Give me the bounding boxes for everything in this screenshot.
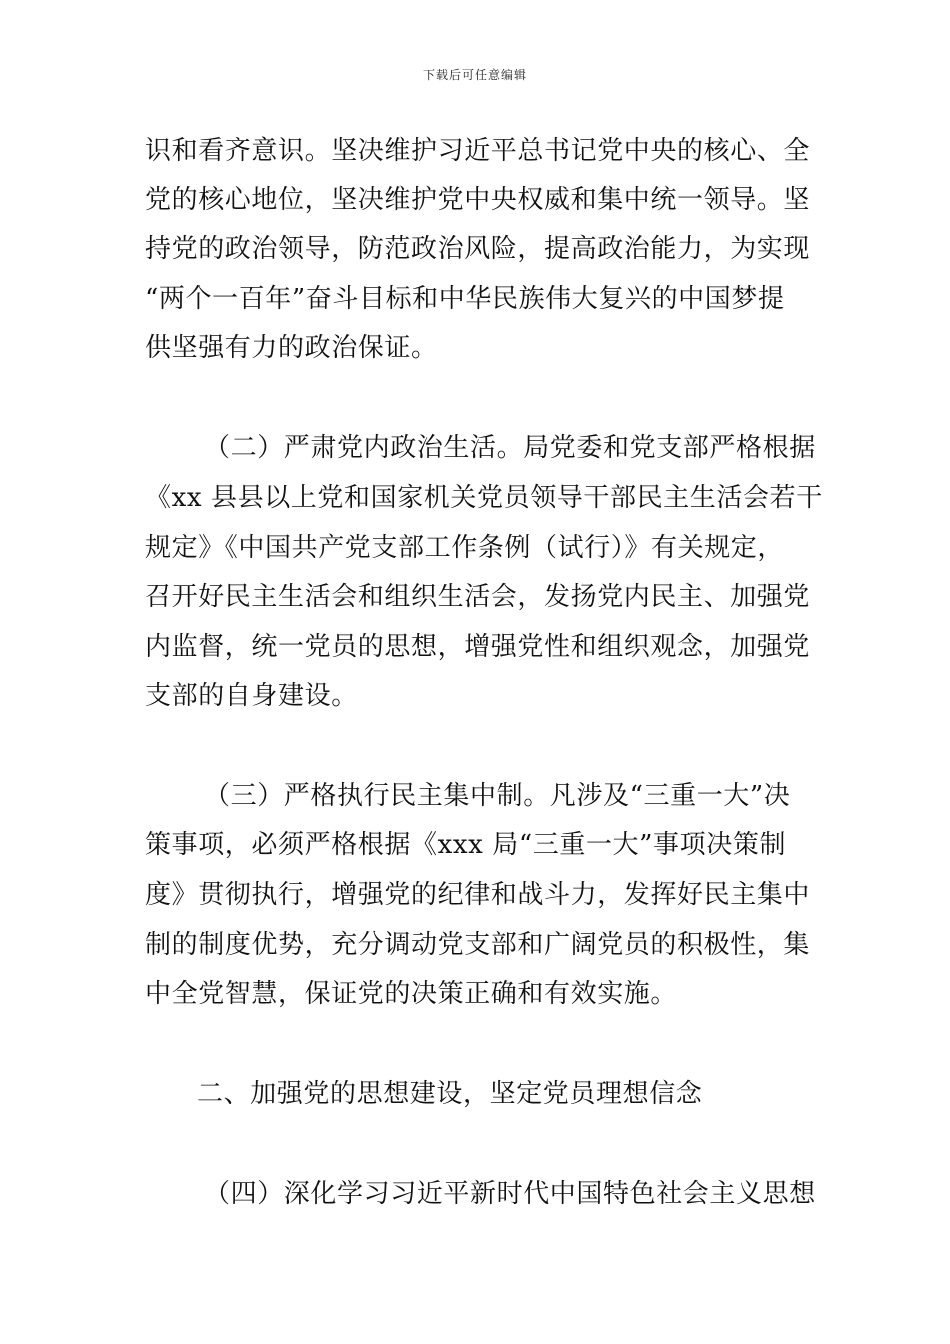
text-line: 《xx 县县以上党和国家机关党员领导干部民主生活会若干 <box>145 483 823 513</box>
text-line: 内监督，统一党员的思想，增强党性和组织观念，加强党 <box>145 632 811 662</box>
text-line: 党的核心地位，坚决维护党中央权威和集中统一领导。坚 <box>145 185 811 215</box>
text-line: 供坚强有力的政治保证。 <box>145 333 438 363</box>
paragraph-first-line: （三）严格执行民主集中制。凡涉及“三重一大”决 <box>204 781 791 811</box>
paragraph-first-line: （四）深化学习习近平新时代中国特色社会主义思想 <box>204 1179 816 1209</box>
text-line: 中全党智慧，保证党的决策正确和有效实施。 <box>145 979 678 1009</box>
text-line: 策事项，必须严格根据《xxx 局“三重一大”事项决策制 <box>145 830 787 860</box>
text-line: 度》贯彻执行，增强党的纪律和战斗力，发挥好民主集中 <box>145 880 811 910</box>
section-heading: 二、加强党的思想建设，坚定党员理想信念 <box>197 1079 703 1109</box>
paragraph-first-line: （二）严肃党内政治生活。局党委和党支部严格根据 <box>204 433 816 463</box>
text-line: 召开好民主生活会和组织生活会，发扬党内民主、加强党 <box>145 582 811 612</box>
text-line: 持党的政治领导，防范政治风险，提高政治能力，为实现 <box>145 234 811 264</box>
text-line: “两个一百年”奋斗目标和中华民族伟大复兴的中国梦提 <box>145 284 785 314</box>
text-line: 支部的自身建设。 <box>145 681 358 711</box>
text-line: 识和看齐意识。坚决维护习近平总书记党中央的核心、全 <box>145 136 811 166</box>
text-line: 规定》《中国共产党支部工作条例（试行）》有关规定， <box>145 533 785 563</box>
page-header-note: 下载后可任意编辑 <box>422 68 527 82</box>
text-line: 制的制度优势，充分调动党支部和广阔党员的积极性，集 <box>145 930 811 960</box>
